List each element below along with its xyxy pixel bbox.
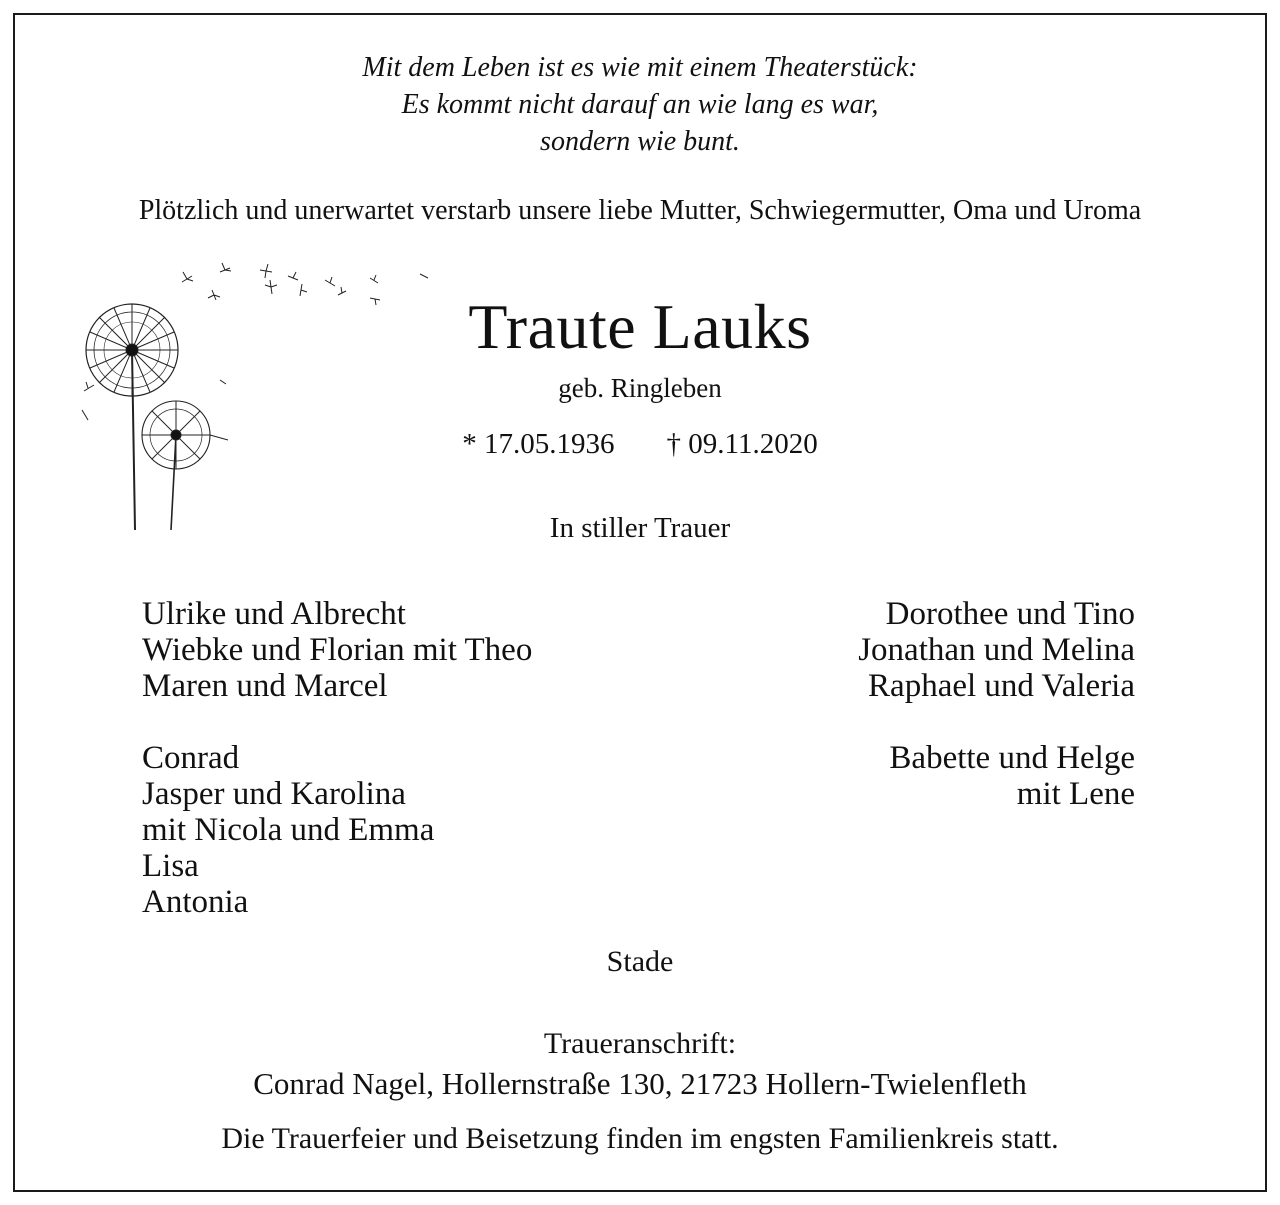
intro-text: Plötzlich und unerwartet verstarb unsere liebe Mutter, Schwiegermutter, Oma und Uroma xyxy=(138,195,1142,226)
mourner-line: Jonathan und Melina xyxy=(858,632,1135,668)
mourner-line: Maren und Marcel xyxy=(142,668,388,704)
dandelion-small-icon xyxy=(142,401,228,530)
mourner-line: Lisa xyxy=(142,848,199,884)
deceased-name: Traute Lauks xyxy=(468,291,812,362)
mourner-line: Babette und Helge xyxy=(889,740,1135,776)
mourner-line: Raphael und Valeria xyxy=(868,668,1135,704)
mourners-right-group-2 xyxy=(889,740,1135,812)
quote-line: sondern wie bunt. xyxy=(540,126,740,157)
quote-line: Es kommt nicht darauf an wie lang es war, xyxy=(401,89,879,120)
mourner-line: Dorothee und Tino xyxy=(885,596,1135,632)
mourner-line: mit Nicola und Emma xyxy=(142,812,435,848)
funeral-note: Die Trauerfeier und Beisetzung finden im engsten Familienkreis statt. xyxy=(221,1122,1059,1155)
mourners-left-group-2 xyxy=(142,740,434,920)
mourners-right-group-1 xyxy=(858,596,1135,704)
address-line: Conrad Nagel, Hollernstraße 130, 21723 Hollern-Twielenfleth xyxy=(253,1066,1027,1101)
mourner-line: Antonia xyxy=(142,884,249,920)
mourner-line: Conrad xyxy=(142,740,240,776)
death-date: † 09.11.2020 xyxy=(666,428,818,460)
mourning-line: In stiller Trauer xyxy=(549,512,731,544)
quote-line: Mit dem Leben ist es wie mit einem Theaterstück: xyxy=(362,52,918,83)
mourner-line: mit Lene xyxy=(1016,776,1135,812)
birth-name: geb. Ringleben xyxy=(558,373,722,403)
place-name: Stade xyxy=(606,945,674,978)
mourners-left-group-1 xyxy=(142,596,532,704)
mourner-line: Ulrike und Albrecht xyxy=(142,596,406,632)
address-title: Traueranschrift: xyxy=(543,1027,737,1060)
quote-block xyxy=(0,49,1280,160)
mourner-line: Wiebke und Florian mit Theo xyxy=(142,632,533,668)
mourner-line: Jasper und Karolina xyxy=(142,776,406,812)
life-dates xyxy=(0,428,1280,461)
birth-date: * 17.05.1936 xyxy=(462,428,615,460)
